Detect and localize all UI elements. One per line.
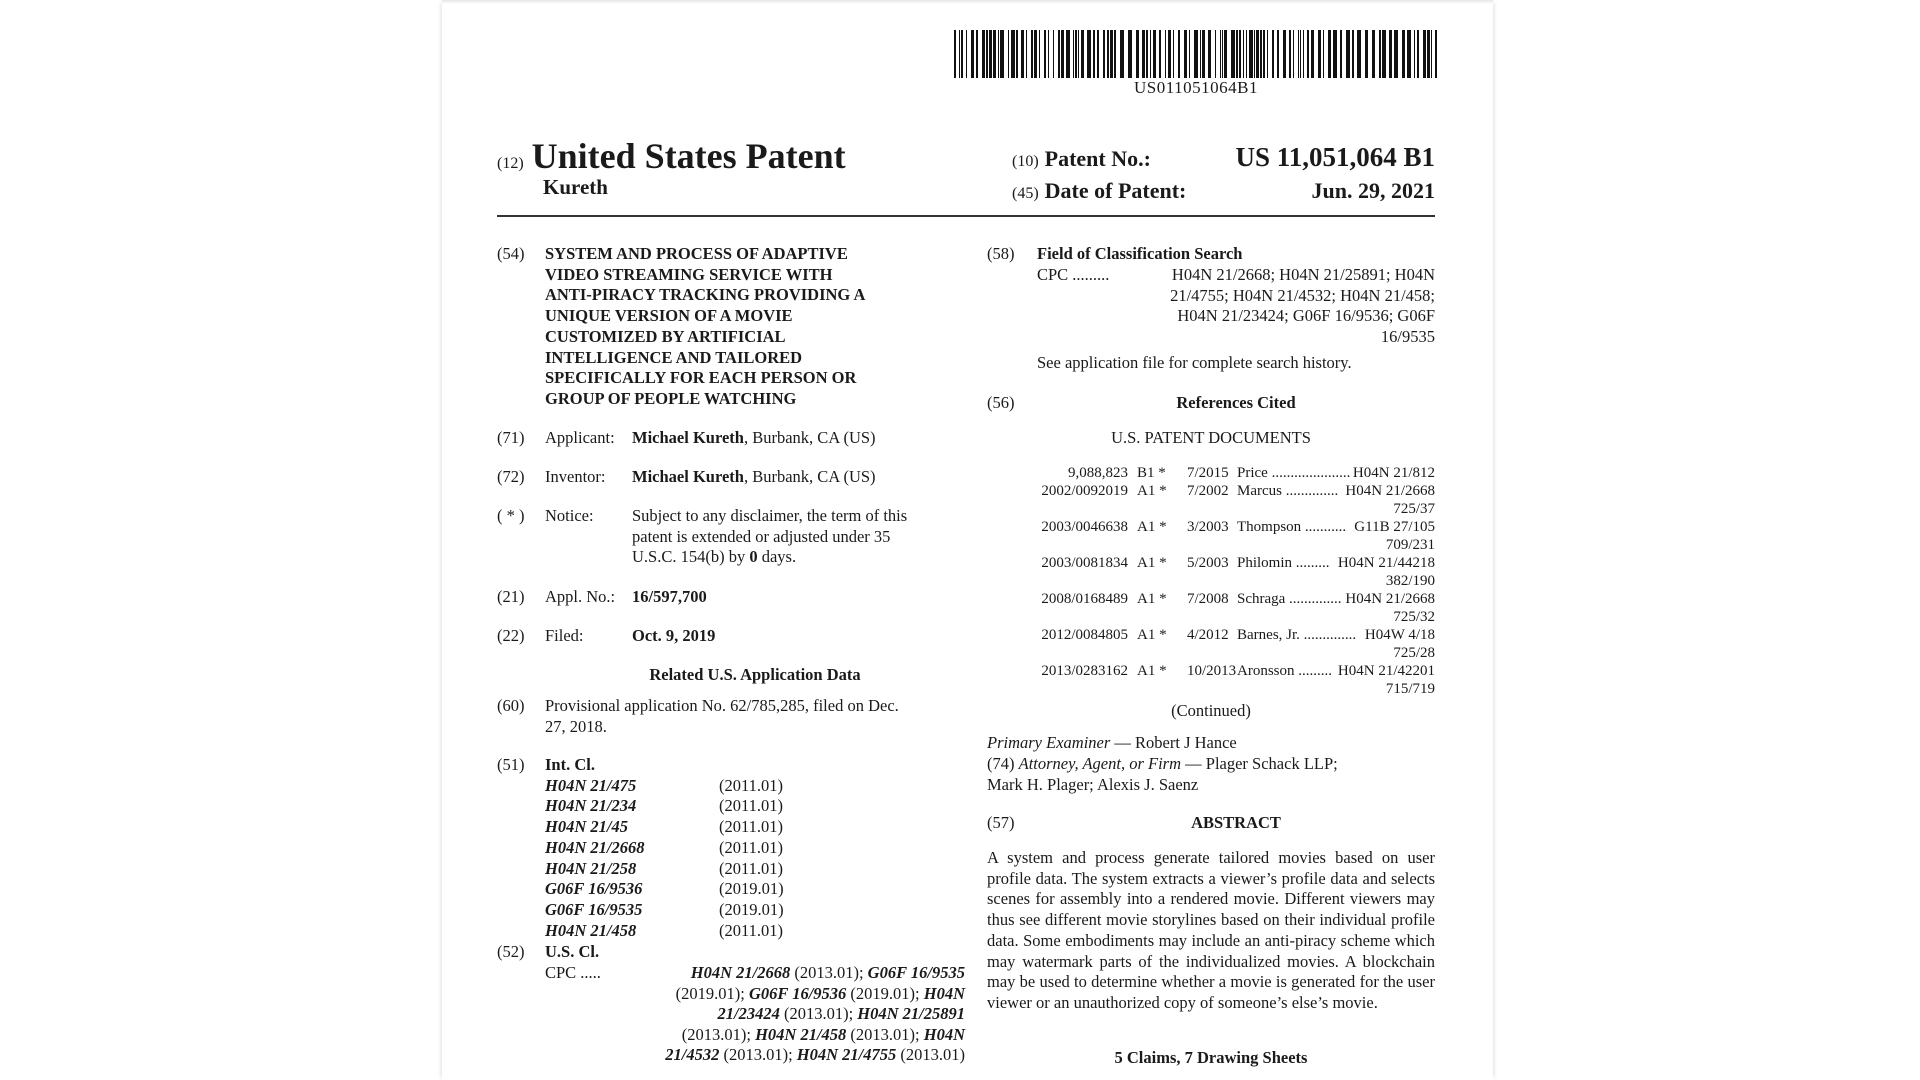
- ref-number: 2002/0092019: [1041, 483, 1128, 499]
- barcode-bar: [959, 30, 960, 78]
- code-74: (74): [987, 754, 1015, 773]
- abstract-text: A system and process generate tailored movies based on user profile data. The system extracts a viewer’s profile data and selects scenes for assembly into a rendered movie. Different viewers may thus see different movie storylines based on their individual profile data. Some embodiments may include an anti-piracy scheme which may watermark parts of the individualized movies. A blockchain may be used to determine whether a movie is generated for the user viewer or an unauthorized copy of someone’s else’s movie.: [987, 848, 1435, 1012]
- barcode-bar: [1000, 30, 1004, 78]
- search-history-note: See application file for complete search history.: [1037, 353, 1352, 372]
- attorney-firm: — Plager Schack LLP;: [1181, 754, 1338, 773]
- code-57: (57): [987, 813, 1015, 832]
- barcode-bar: [1058, 30, 1060, 78]
- ref-subclass: 725/37: [1393, 501, 1435, 517]
- barcode-bar: [1224, 30, 1227, 78]
- references-heading: References Cited: [1176, 393, 1296, 412]
- date-label: Date of Patent:: [1044, 178, 1187, 203]
- ref-class: H04N 21/812: [1352, 465, 1435, 481]
- code-72: (72): [497, 467, 525, 486]
- barcode-bar: [1389, 30, 1392, 78]
- barcode-bar: [1031, 30, 1033, 78]
- us-cl-version: (2013.01);: [850, 1024, 920, 1044]
- barcode-bar: [1107, 30, 1109, 78]
- int-cl-row: [545, 776, 865, 797]
- barcode-bar: [1298, 30, 1299, 78]
- barcode-bar: [1372, 30, 1375, 78]
- code-45: (45): [1012, 185, 1039, 202]
- barcode-bar: [971, 30, 974, 78]
- ref-class: H04N 21/2668: [1345, 591, 1435, 607]
- barcode-bar: [1254, 30, 1255, 78]
- int-cl-list: [545, 755, 865, 941]
- barcode-bar: [1394, 30, 1398, 78]
- filed-date: Oct. 9, 2019: [632, 626, 716, 645]
- us-cl-class: 21/4532: [665, 1045, 720, 1064]
- barcode-bar: [1267, 30, 1268, 78]
- barcode-bar: [1075, 30, 1077, 78]
- int-cl-row: [545, 859, 865, 880]
- ref-date: 5/2003: [1187, 555, 1229, 571]
- field-line: 21/4755; H04N 21/4532; H04N 21/458;: [1170, 285, 1435, 305]
- ref-number: 2003/0081834: [1041, 555, 1128, 571]
- reference-row: [987, 519, 1435, 555]
- barcode-bar: [1243, 30, 1244, 78]
- barcode-bar: [1202, 30, 1205, 78]
- barcode-bar: [1239, 30, 1241, 78]
- int-cl-class: G06F 16/9535: [545, 899, 643, 919]
- attorney-label: Attorney, Agent, or Firm: [1018, 754, 1182, 773]
- barcode-bar: [1427, 30, 1430, 78]
- barcode-bar: [1431, 30, 1432, 78]
- us-cl-label: U.S. Cl.: [545, 942, 600, 961]
- primary-examiner: [987, 733, 1237, 754]
- barcode-bar: [1008, 30, 1009, 78]
- notice-days-suffix: days.: [757, 547, 797, 566]
- patent-page: [442, 0, 1493, 1080]
- appl-label: Appl. No.:: [545, 587, 616, 606]
- code-10: (10): [1012, 153, 1039, 170]
- us-cl-version: (2013.01);: [723, 1045, 793, 1064]
- barcode-bar: [1260, 30, 1262, 78]
- code-71: (71): [497, 428, 525, 447]
- ref-class: G11B 27/105: [1354, 519, 1435, 535]
- field-cpc-classes: [1122, 265, 1435, 347]
- barcode-bar: [1150, 30, 1151, 78]
- ref-kind: B1 *: [1137, 465, 1166, 481]
- barcode-bar: [1423, 30, 1426, 78]
- us-cl-classes: [612, 963, 965, 1066]
- barcode-bar: [1379, 30, 1381, 78]
- barcode-bar: [986, 30, 988, 78]
- barcode-bar: [1146, 30, 1148, 78]
- int-cl-version: (2011.01): [719, 920, 784, 940]
- barcode-bar: [1066, 30, 1070, 78]
- us-cl-class: G06F 16/9535: [867, 963, 965, 982]
- int-cl-class: H04N 21/45: [545, 817, 628, 837]
- barcode-bar: [1256, 30, 1259, 78]
- ref-name: Barnes, Jr. ..............: [1237, 627, 1357, 643]
- us-cl-line: [612, 1004, 965, 1025]
- barcode-bar: [1194, 30, 1198, 78]
- inventor-label: Inventor:: [545, 467, 606, 486]
- code-58: (58): [987, 244, 1015, 263]
- ref-subclass: 709/231: [1385, 537, 1435, 553]
- barcode-bar: [1097, 30, 1099, 78]
- barcode-bar: [1168, 30, 1171, 78]
- notice-line: [632, 547, 967, 568]
- int-cl-class: G06F 16/9536: [545, 879, 643, 899]
- page-edge-shadow: [442, 0, 1493, 4]
- notice-code: ( * ): [497, 506, 525, 525]
- inventor-name: Michael Kureth: [632, 467, 744, 486]
- barcode: [954, 30, 1438, 78]
- us-cl-version: (2019.01);: [850, 983, 920, 1003]
- applicant-name: Michael Kureth: [632, 428, 744, 447]
- barcode-bar: [1222, 30, 1223, 78]
- barcode-bar: [1435, 30, 1437, 78]
- code-51: (51): [497, 755, 525, 774]
- patent-number: US 11,051,064 B1: [1235, 142, 1435, 172]
- reference-row: [987, 663, 1435, 699]
- references-continued: (Continued): [1171, 701, 1251, 720]
- us-patent-docs-heading: U.S. PATENT DOCUMENTS: [1111, 428, 1311, 447]
- int-cl-row: [545, 921, 865, 942]
- ref-kind: A1 *: [1137, 591, 1167, 607]
- field-cpc-label: CPC .........: [1037, 265, 1110, 284]
- barcode-bar: [1293, 30, 1294, 78]
- barcode-bar: [1078, 30, 1079, 78]
- barcode-bar: [1323, 30, 1324, 78]
- barcode-bar: [1263, 30, 1265, 78]
- int-cl-class: H04N 21/458: [545, 920, 637, 940]
- barcode-bar: [1382, 30, 1386, 78]
- barcode-bar: [1053, 30, 1054, 78]
- barcode-bar: [989, 30, 992, 78]
- code-54: (54): [497, 244, 525, 263]
- us-cl-class: H04N 21/458: [755, 1024, 847, 1044]
- applicant-location: , Burbank, CA (US): [743, 428, 876, 447]
- barcode-bar: [1021, 30, 1024, 78]
- barcode-bar: [1034, 30, 1037, 78]
- reference-row: [987, 555, 1435, 591]
- notice-line: Subject to any disclaimer, the term of this: [632, 506, 908, 525]
- ref-number: 9,088,823: [1068, 465, 1128, 481]
- inventor: [632, 467, 876, 488]
- doc-type: United States Patent: [531, 136, 846, 176]
- barcode-bar: [982, 30, 985, 78]
- us-cl-class: H04N 21/25891: [857, 1004, 965, 1023]
- us-cl-class: H04N: [923, 1024, 965, 1044]
- title-line: CUSTOMIZED BY ARTIFICIAL: [545, 326, 786, 346]
- barcode-bar: [961, 30, 963, 78]
- notice-line: patent is extended or adjusted under 35: [632, 526, 891, 546]
- ref-kind: A1 *: [1137, 627, 1167, 643]
- ref-number: 2008/0168489: [1041, 591, 1128, 607]
- us-cl-class: H04N 21/2668: [690, 963, 791, 982]
- appl-number: 16/597,700: [632, 587, 707, 606]
- patent-date-row: [1012, 178, 1435, 208]
- int-cl-row: [545, 879, 865, 900]
- ref-date: 4/2012: [1187, 627, 1229, 643]
- int-cl-row: [545, 838, 865, 859]
- barcode-bar: [1159, 30, 1161, 78]
- ref-class: H04N 21/42201: [1337, 663, 1435, 679]
- ref-number: 2003/0046638: [1041, 519, 1128, 535]
- attorney-line: [987, 754, 1435, 775]
- us-cl-version: (2013.01);: [794, 963, 864, 982]
- barcode-bar: [1402, 30, 1405, 78]
- ref-name: Marcus ..............: [1237, 483, 1339, 499]
- patent-number-row: [1012, 142, 1435, 176]
- barcode-bar: [1093, 30, 1095, 78]
- int-cl-version: (2011.01): [719, 775, 784, 795]
- barcode-bar: [993, 30, 996, 78]
- applicant-label: Applicant:: [545, 428, 615, 447]
- code-22: (22): [497, 626, 525, 645]
- barcode-bar: [1407, 30, 1411, 78]
- ref-date: 3/2003: [1187, 519, 1229, 535]
- barcode-bar: [1215, 30, 1216, 78]
- notice-days-prefix: U.S.C. 154(b) by: [632, 547, 750, 566]
- claims-sheets: 5 Claims, 7 Drawing Sheets: [1114, 1048, 1308, 1067]
- us-cl-line: [612, 963, 965, 984]
- barcode-bar: [1346, 30, 1350, 78]
- barcode-bar: [1165, 30, 1166, 78]
- title-line: UNIQUE VERSION OF A MOVIE: [545, 306, 793, 326]
- ref-subclass: 725/32: [1393, 609, 1435, 625]
- ref-kind: A1 *: [1137, 519, 1167, 535]
- title-line: SPECIFICALLY FOR EACH PERSON OR: [545, 368, 857, 388]
- provisional-text: [545, 696, 965, 737]
- barcode-bar: [1073, 30, 1074, 78]
- us-cl-version: (2013.01);: [681, 1024, 751, 1044]
- ref-date: 10/2013: [1187, 663, 1237, 679]
- barcode-bar: [1417, 30, 1419, 78]
- title-line: INTELLIGENCE AND TAILORED: [545, 347, 803, 367]
- barcode-bar: [1277, 30, 1279, 78]
- barcode-bar: [1318, 30, 1321, 78]
- references-table: [987, 465, 1435, 699]
- barcode-bar: [1184, 30, 1187, 78]
- barcode-bar: [1173, 30, 1174, 78]
- int-cl-version: (2011.01): [719, 817, 784, 837]
- int-cl-row: [545, 900, 865, 921]
- attorney-names: Mark H. Plager; Alexis J. Saenz: [987, 774, 1199, 794]
- inventor-location: , Burbank, CA (US): [743, 467, 876, 486]
- barcode-bar: [1365, 30, 1368, 78]
- ref-date: 7/2008: [1187, 591, 1229, 607]
- us-cl-cpc: CPC .....: [545, 963, 601, 982]
- int-cl-row: [545, 817, 865, 838]
- barcode-bar: [1128, 30, 1132, 78]
- title-line: GROUP OF PEOPLE WATCHING: [545, 388, 797, 408]
- ref-name: Philomin .........: [1237, 555, 1330, 571]
- barcode-bar: [998, 30, 999, 78]
- examiner-name: — Robert J Hance: [1110, 733, 1237, 752]
- int-cl-version: (2011.01): [719, 796, 784, 816]
- barcode-bar: [1414, 30, 1415, 78]
- barcode-bar: [1153, 30, 1156, 78]
- barcode-bar: [1333, 30, 1337, 78]
- barcode-bar: [1016, 30, 1018, 78]
- barcode-bar: [966, 30, 967, 78]
- field-search-heading: Field of Classification Search: [1037, 244, 1243, 263]
- invention-title: [545, 244, 965, 410]
- ref-number: 2012/0084805: [1041, 627, 1128, 643]
- reference-row: [987, 465, 1435, 483]
- applicant: [632, 428, 876, 449]
- us-cl-line: [612, 1025, 965, 1046]
- barcode-bar: [1328, 30, 1331, 78]
- ref-name: Aronsson .........: [1237, 663, 1333, 679]
- barcode-bar: [1220, 30, 1221, 78]
- related-heading: Related U.S. Application Data: [649, 665, 861, 684]
- field-line: H04N 21/23424; G06F 16/9536; G06F: [1177, 306, 1435, 325]
- us-cl-class: G06F 16/9536: [748, 983, 847, 1003]
- provisional-line: 27, 2018.: [545, 716, 607, 736]
- barcode-bar: [1307, 30, 1309, 78]
- us-cl-version: (2013.01): [900, 1045, 965, 1064]
- barcode-bar: [1311, 30, 1314, 78]
- field-line: 16/9535: [1380, 326, 1435, 346]
- notice-text: [632, 506, 967, 568]
- barcode-bar: [1103, 30, 1105, 78]
- barcode-bar: [1236, 30, 1238, 78]
- barcode-bar: [1114, 30, 1116, 78]
- ref-subclass: 725/28: [1393, 645, 1435, 661]
- ref-number: 2013/0283162: [1041, 663, 1128, 679]
- ref-class: H04N 21/44218: [1337, 555, 1435, 571]
- int-cl-version: (2011.01): [719, 858, 784, 878]
- us-cl-line: [612, 984, 965, 1005]
- title-line: ANTI-PIRACY TRACKING PROVIDING A: [545, 285, 866, 305]
- ref-class: H04N 21/2668: [1345, 483, 1435, 499]
- ref-class: H04W 4/18: [1364, 627, 1435, 643]
- us-cl-line: [612, 1045, 965, 1066]
- header-rule: [497, 215, 1435, 217]
- barcode-bar: [1352, 30, 1354, 78]
- int-cl-version: (2019.01): [719, 879, 784, 899]
- reference-row: [987, 591, 1435, 627]
- int-cl-label: Int. Cl.: [545, 755, 595, 774]
- field-line: H04N 21/2668; H04N 21/25891; H04N: [1171, 265, 1435, 284]
- int-cl-row: [545, 796, 865, 817]
- reference-row: [987, 627, 1435, 663]
- examiner-label: Primary Examiner: [987, 733, 1111, 752]
- int-cl-class: H04N 21/2668: [545, 837, 645, 857]
- barcode-bar: [1081, 30, 1084, 78]
- barcode-bar: [1189, 30, 1190, 78]
- header-inventor: Kureth: [543, 175, 608, 199]
- barcode-bar: [1231, 30, 1235, 78]
- reference-row: [987, 483, 1435, 519]
- barcode-bar: [1300, 30, 1301, 78]
- barcode-bar: [1357, 30, 1361, 78]
- code-12: (12): [497, 155, 524, 172]
- barcode-bar: [1246, 30, 1247, 78]
- barcode-bar: [1249, 30, 1253, 78]
- patent-date: Jun. 29, 2021: [1311, 178, 1435, 203]
- int-cl-version: (2019.01): [719, 899, 784, 919]
- barcode-bar: [1048, 30, 1049, 78]
- barcode-bar: [1110, 30, 1113, 78]
- barcode-bar: [1026, 30, 1027, 78]
- int-cl-version: (2011.01): [719, 837, 784, 857]
- barcode-bar: [1340, 30, 1342, 78]
- barcode-bar: [1289, 30, 1291, 78]
- int-cl-class: H04N 21/234: [545, 796, 637, 816]
- barcode-bar: [1044, 30, 1046, 78]
- barcode-bar: [1303, 30, 1304, 78]
- barcode-bar: [954, 30, 956, 78]
- title-line: VIDEO STREAMING SERVICE WITH: [545, 264, 833, 284]
- ref-name: Schraga ..............: [1237, 591, 1342, 607]
- barcode-bar: [1061, 30, 1064, 78]
- barcode-bar: [1283, 30, 1286, 78]
- barcode-bar: [1200, 30, 1201, 78]
- filed-label: Filed:: [545, 626, 584, 645]
- barcode-bar: [1272, 30, 1274, 78]
- barcode-bar: [1208, 30, 1211, 78]
- ref-kind: A1 *: [1137, 483, 1167, 499]
- ref-kind: A1 *: [1137, 663, 1167, 679]
- us-cl-class: 21/23424: [717, 1004, 780, 1023]
- us-cl-version: (2019.01);: [675, 983, 745, 1003]
- barcode-number: US011051064B1: [1134, 78, 1258, 97]
- ref-subclass: 715/719: [1385, 681, 1435, 697]
- us-cl-class: H04N: [923, 983, 965, 1003]
- attorney: [987, 754, 1435, 795]
- barcode-bar: [1120, 30, 1124, 78]
- provisional-line: Provisional application No. 62/785,285, filed on Dec.: [545, 696, 899, 715]
- code-52: (52): [497, 942, 525, 961]
- ref-date: 7/2002: [1187, 483, 1229, 499]
- barcode-bar: [976, 30, 978, 78]
- code-60: (60): [497, 696, 525, 715]
- barcode-bar: [1142, 30, 1145, 78]
- ref-kind: A1 *: [1137, 555, 1167, 571]
- int-cl-class: H04N 21/258: [545, 858, 637, 878]
- notice-label: Notice:: [545, 506, 594, 525]
- abstract-heading: ABSTRACT: [1191, 813, 1281, 832]
- barcode-bar: [1136, 30, 1139, 78]
- ref-date: 7/2015: [1187, 465, 1229, 481]
- ref-subclass: 382/190: [1385, 573, 1435, 589]
- code-21: (21): [497, 587, 525, 606]
- notice-days: 0: [749, 547, 758, 566]
- ref-name: Price .....................: [1237, 465, 1351, 481]
- int-cl-class: H04N 21/475: [545, 775, 637, 795]
- code-56: (56): [987, 393, 1015, 412]
- barcode-bar: [1087, 30, 1091, 78]
- patent-no-label: Patent No.:: [1044, 146, 1151, 171]
- us-cl-class: H04N 21/4755: [796, 1045, 897, 1064]
- ref-name: Thompson ...........: [1237, 519, 1347, 535]
- doc-type-heading: [497, 135, 846, 177]
- barcode-bar: [1039, 30, 1040, 78]
- title-line: SYSTEM AND PROCESS OF ADAPTIVE: [545, 244, 848, 263]
- us-cl-version: (2013.01);: [783, 1004, 854, 1023]
- barcode-bar: [1011, 30, 1015, 78]
- barcode-bar: [1178, 30, 1180, 78]
